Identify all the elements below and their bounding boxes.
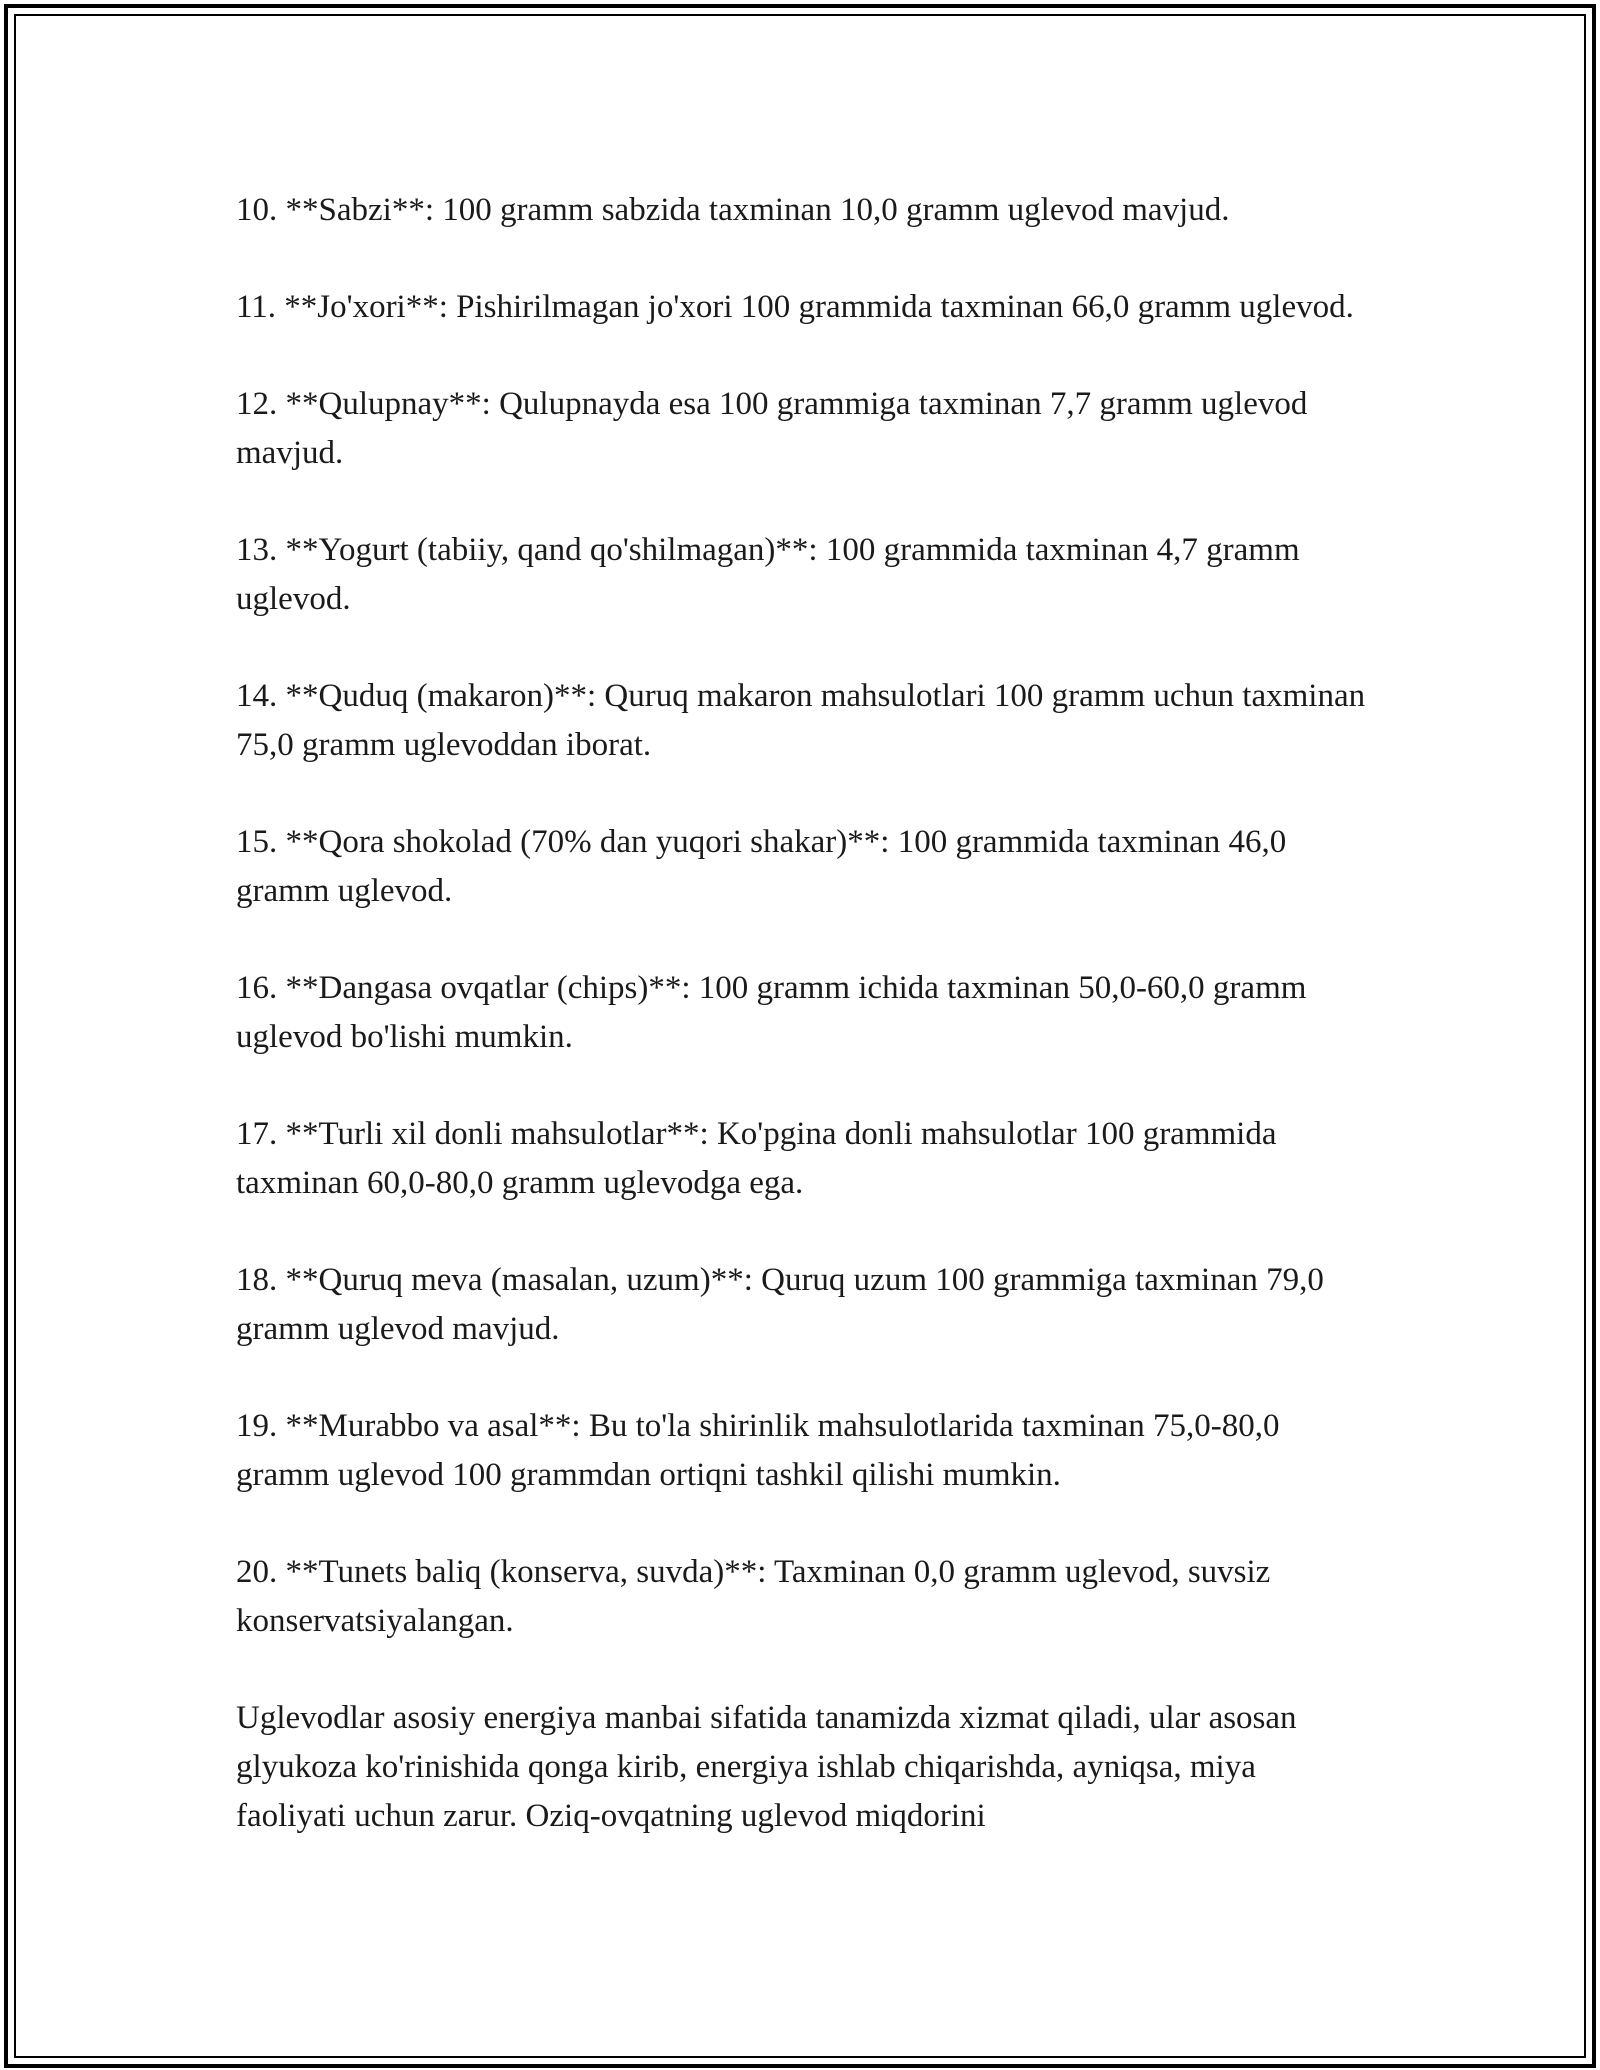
list-item-20: 20. **Tunets baliq (konserva, suvda)**: Taxminan 0,0 gramm uglevod, suvsiz konservatsiyalangan. bbox=[236, 1554, 1271, 1639]
list-item-11: 11. **Jo'xori**: Pishirilmagan jo'xori 100 grammida taxminan 66,0 gramm uglevod. bbox=[236, 289, 1354, 325]
list-item-19: 19. **Murabbo va asal**: Bu to'la shirinlik mahsulotlarida taxminan 75,0-80,0 gramm uglevod 100 grammdan ortiqni tashkil qilishi mumkin. bbox=[236, 1408, 1280, 1493]
list-item-13: 13. **Yogurt (tabiiy, qand qo'shilmagan)**: 100 grammida taxminan 4,7 gramm uglevod. bbox=[236, 532, 1300, 617]
closing-paragraph: Uglevodlar asosiy energiya manbai sifatida tanamizda xizmat qiladi, ular asosan glyukoza ko'rinishida qonga kirib, energiya ishlab chiqarishda, ayniqsa, miya faoliyati uchun zarur. Oziq-ovqatning uglevod miqdorini bbox=[236, 1700, 1297, 1834]
list-item-15: 15. **Qora shokolad (70% dan yuqori shakar)**: 100 grammida taxminan 46,0 gramm uglevod. bbox=[236, 824, 1287, 909]
list-item-18: 18. **Quruq meva (masalan, uzum)**: Quruq uzum 100 grammiga taxminan 79,0 gramm uglevod mavjud. bbox=[236, 1262, 1324, 1347]
document-body bbox=[236, 186, 1366, 1889]
list-item-10: 10. **Sabzi**: 100 gramm sabzida taxminan 10,0 gramm uglevod mavjud. bbox=[236, 192, 1230, 228]
list-item-17: 17. **Turli xil donli mahsulotlar**: Ko'pgina donli mahsulotlar 100 grammida taxminan 60,0-80,0 gramm uglevodga ega. bbox=[236, 1116, 1277, 1201]
list-item-14: 14. **Quduq (makaron)**: Quruq makaron mahsulotlari 100 gramm uchun taxminan 75,0 gramm uglevoddan iborat. bbox=[236, 678, 1366, 763]
list-item-12: 12. **Qulupnay**: Qulupnayda esa 100 grammiga taxminan 7,7 gramm uglevod mavjud. bbox=[236, 386, 1308, 471]
list-item-16: 16. **Dangasa ovqatlar (chips)**: 100 gramm ichida taxminan 50,0-60,0 gramm uglevod bo'lishi mumkin. bbox=[236, 970, 1307, 1055]
